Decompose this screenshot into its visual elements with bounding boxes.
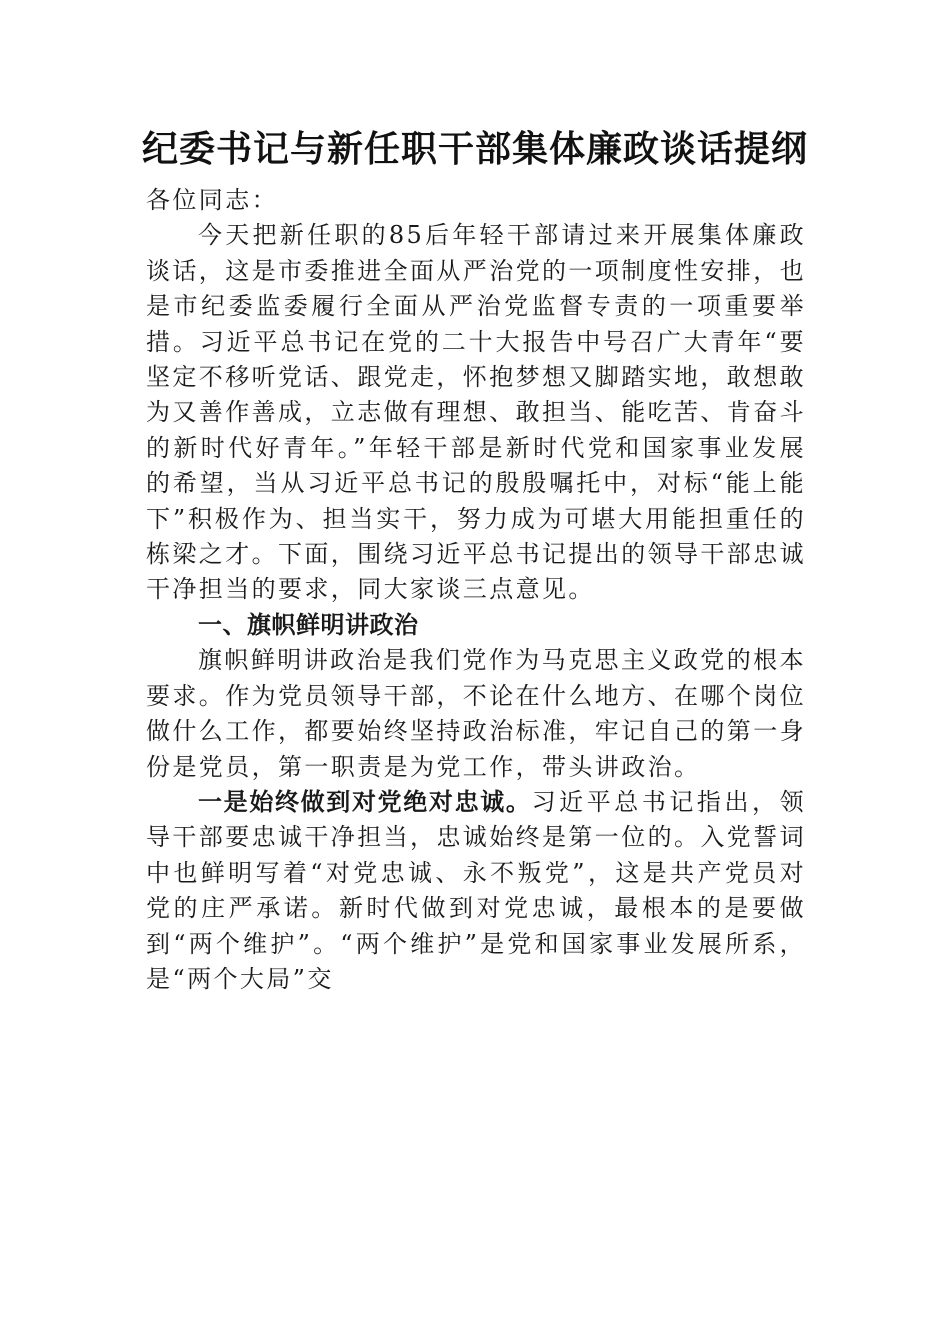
document-body [146,183,806,997]
section-paragraph: 旗帜鲜明讲政治是我们党作为马克思主义政党的根本要求。作为党员领导干部，不论在什么地方、在哪个岗位做什么工作，都要始终坚持政治标准，牢记自己的第一身份是党员，第一职责是为党工作，带头讲政治。 [146,646,806,781]
point-paragraph [146,785,806,997]
intro-paragraph: 今天把新任职的85后年轻干部请过来开展集体廉政谈话，这是市委推进全面从严治党的一项制度性安排，也是市纪委监委履行全面从严治党监督专责的一项重要举措。习近平总书记在党的二十大报告中号召广大青年“要坚定不移听党话、跟党走，怀抱梦想又脚踏实地，敢想敢为又善作善成，立志做有理想、敢担当、能吃苦、肯奋斗的新时代好青年。”年轻干部是新时代党和国家事业发展的希望，当从习近平总书记的殷殷嘱托中，对标“能上能下”积极作为、担当实干，努力成为可堪大用能担重任的栋梁之才。下面，围绕习近平总书记提出的领导干部忠诚干净担当的要求，同大家谈三点意见。 [146,221,806,604]
section-heading: 一、旗帜鲜明讲政治 [198,610,419,639]
point-lead: 一是始终做到对党绝对忠诚。 [198,787,532,816]
salutation: 各位同志： [146,186,278,214]
point-text: 习近平总书记指出，领导干部要忠诚干净担当，忠诚始终是第一位的。入党誓词中也鲜明写着“对党忠诚、永不叛党”，这是共产党员对党的庄严承诺。新时代做到对党忠诚，最根本的是要做到“两个维护”。“两个维护”是党和国家事业发展所系，是“两个大局”交 [146,787,807,993]
document-title: 纪委书记与新任职干部集体廉政谈话提纲 [141,128,808,170]
